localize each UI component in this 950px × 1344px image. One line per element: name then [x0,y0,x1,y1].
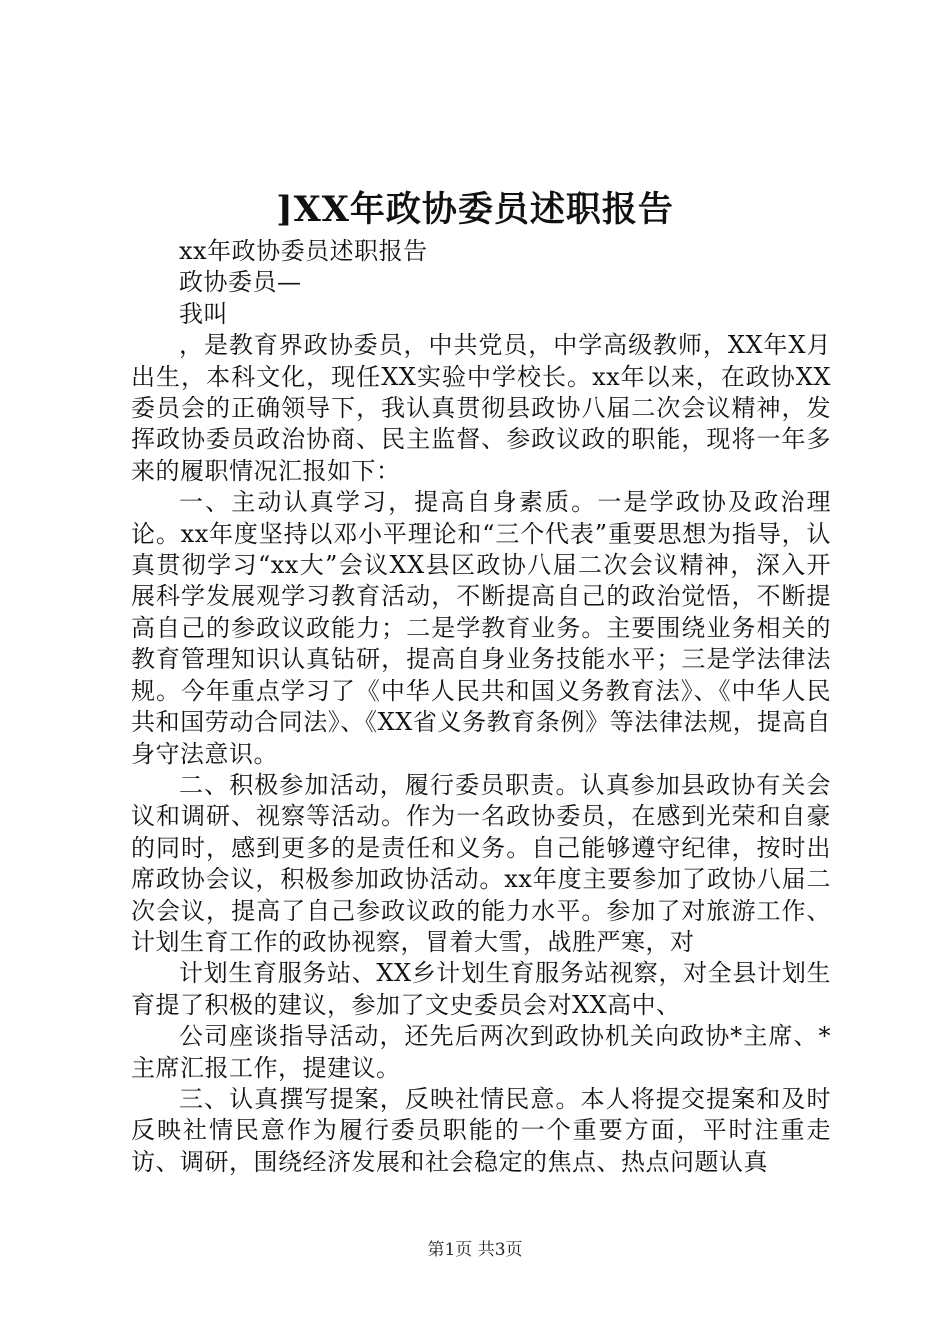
paragraph-intro: ，是教育界政协委员，中共党员，中学高级教师，XX年X月出生，本科文化，现任XX实验中学校长。xx年以来，在政协XX委员会的正确领导下，我认真贯彻县政协八届二次会议精神，发挥政协委员政治协商、民主监督、参政议政的职能，现将一年多来的履职情况汇报如下： [131,331,831,485]
paragraph-role: 政协委员— [179,268,302,297]
paragraph-section-one: 一、主动认真学习，提高自身素质。一是学政协及政治理论。xx年度坚持以邓小平理论和“三个代表”重要思想为指导，认真贯彻学习“xx大”会议XX县区政协八届二次会议精神，深入开展科学发展观学习教育活动，不断提高自己的政治觉悟，不断提高自己的参政议政能力；二是学教育业务。主要围绕业务相关的教育管理知识认真钻研，提高自身业务技能水平；三是学法律法规。今年重点学习了《中华人民共和国义务教育法》、《中华人民共和国劳动合同法》、《XX省义务教育条例》等法律法规，提高自身守法意识。 [131,488,831,768]
paragraph-continuation-two: 公司座谈指导活动，还先后两次到政协机关向政协*主席、*主席汇报工作，提建议。 [131,1022,831,1082]
paragraph-section-two: 二、积极参加活动，履行委员职责。认真参加县政协有关会议和调研、视察等活动。作为一名政协委员，在感到光荣和自豪的同时，感到更多的是责任和义务。自己能够遵守纪律，按时出席政协会议，积极参加政协活动。xx年度主要参加了政协八届二次会议，提高了自己参政议政的能力水平。参加了对旅游工作、计划生育工作的政协视察，冒着大雪，战胜严寒，对 [131,770,831,956]
paragraph-subtitle: xx年政协委员述职报告 [179,237,428,265]
document-title: ]XX年政协委员述职报告 [276,189,674,230]
paragraph-name: 我叫 [179,299,228,328]
paragraph-continuation-one: 计划生育服务站、XX乡计划生育服务站视察，对全县计划生育提了积极的建议，参加了文史委员会对XX高中、 [131,959,831,1019]
page-indicator: 第1页 共3页 [427,1240,523,1260]
document-body [131,236,831,1178]
paragraph-section-three: 三、认真撰写提案，反映社情民意。本人将提交提案和及时反映社情民意作为履行委员职能的一个重要方面，平时注重走访、调研，围绕经济发展和社会稳定的焦点、热点问题认真 [131,1084,831,1176]
